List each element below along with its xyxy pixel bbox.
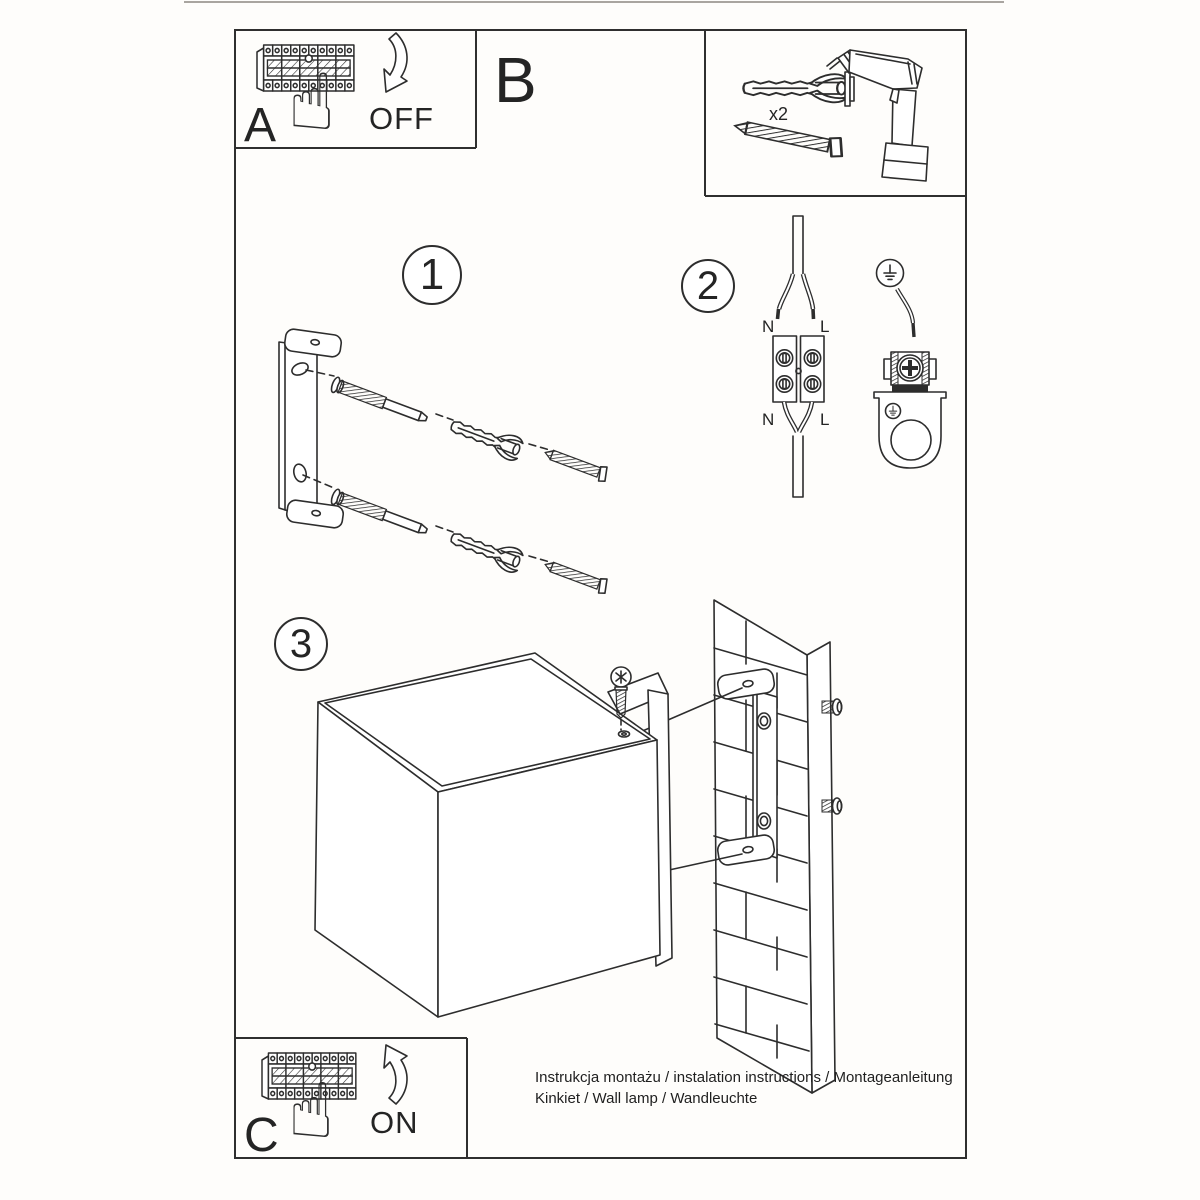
screw-icon [733, 116, 846, 159]
arrow-off-icon [384, 33, 407, 92]
power-cable-icon [778, 216, 814, 319]
wire-l-bottom-label: L [820, 410, 830, 429]
content-frame [235, 30, 966, 1162]
power-cable-icon [784, 402, 812, 497]
panel-b-label: B [494, 44, 537, 116]
wire-n-bottom-label: N [762, 410, 775, 429]
wire-l-top-label: L [820, 317, 830, 336]
footer-text [535, 1068, 953, 1109]
wall-through-screw [822, 798, 842, 814]
wire-n-top-label: N [762, 317, 775, 336]
drill-icon [827, 50, 928, 181]
wall-lamp-cube [315, 653, 660, 1017]
pointing-hand-icon: ☝ [288, 58, 336, 148]
footer-line-1: Instrukcja montażu / instalation instructions / Montageanleitung [535, 1069, 953, 1086]
step-1-number: 1 [419, 250, 445, 299]
arrow-on-icon [384, 1045, 407, 1104]
step-3-badge [274, 617, 328, 671]
ground-terminal-icon [874, 289, 946, 468]
earth-symbol-icon [877, 260, 904, 287]
wall-through-screw [822, 699, 842, 715]
step-2-badge [681, 259, 735, 313]
fastener-row [306, 370, 610, 483]
step-3-number: 3 [289, 621, 313, 666]
panel-a-label: A [244, 99, 277, 152]
pointing-hand-icon: ☝ [288, 1066, 335, 1155]
fastener-row [303, 475, 610, 595]
wall-plug-icon [743, 72, 854, 106]
step-1-badge [402, 245, 462, 305]
quantity-label: x2 [769, 104, 789, 124]
off-label: OFF [369, 101, 434, 136]
terminal-block-icon [773, 336, 824, 402]
on-label: ON [370, 1105, 419, 1140]
step-2-number: 2 [696, 263, 720, 308]
panel-c-label: C [244, 1109, 279, 1162]
footer-line-2: Kinkiet / Wall lamp / Wandleuchte [535, 1089, 758, 1107]
